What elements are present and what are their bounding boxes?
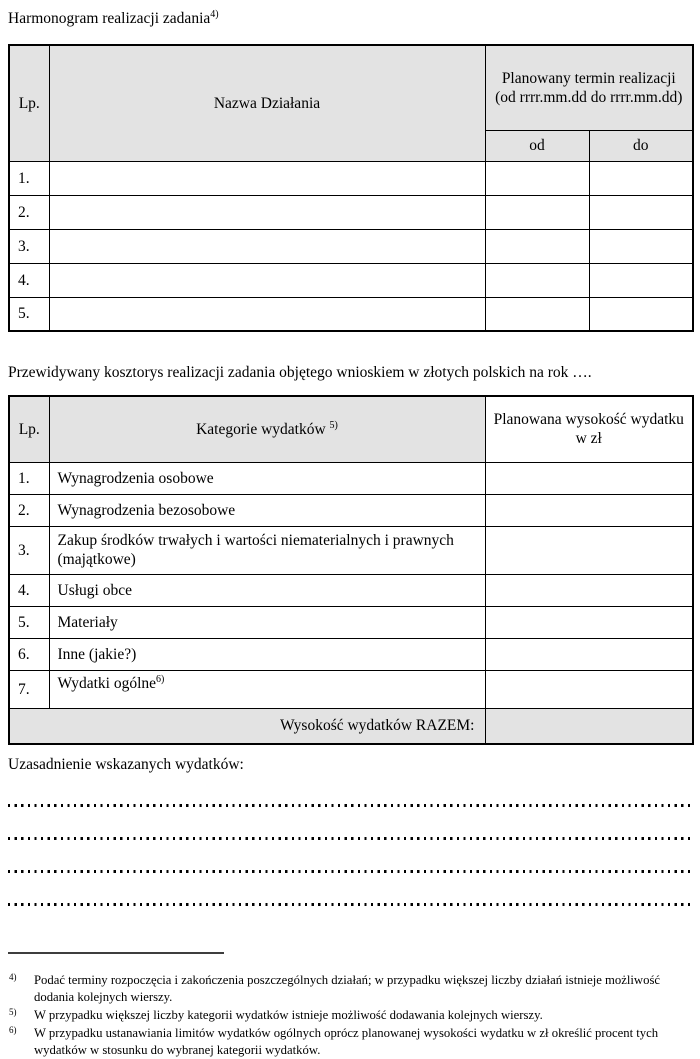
lp-header-cell: Lp.: [9, 45, 49, 161]
footnote-text: W przypadku większej liczby kategorii wydatków istnieje możliwość dodawania kolejnych wierszy.: [34, 1008, 543, 1022]
to-header-cell: do: [589, 130, 693, 161]
to-input-cell[interactable]: [589, 229, 693, 263]
amount-input-cell[interactable]: [485, 638, 693, 670]
from-input-cell[interactable]: [485, 297, 589, 331]
lp-cell: 2.: [9, 195, 49, 229]
name-input-cell[interactable]: [49, 195, 485, 229]
schedule-row: [9, 195, 693, 229]
budget-row: [9, 606, 693, 638]
lp-cell: 3.: [9, 229, 49, 263]
lp-cell: 4.: [9, 574, 49, 606]
amount-input-cell[interactable]: [485, 526, 693, 574]
justification-fill-line[interactable]: [8, 837, 692, 840]
budget-section-title: Przewidywany kosztorys realizacji zadania objętego wnioskiem w złotych polskich na rok ….: [8, 364, 592, 381]
lp-cell: 5.: [9, 606, 49, 638]
schedule-title-text: Harmonogram realizacji zadania: [8, 10, 211, 27]
category-header-text: Kategorie wydatków: [196, 420, 326, 438]
lp-cell: 6.: [9, 638, 49, 670]
footnote-marker: 5): [9, 1007, 17, 1017]
budget-row: [9, 494, 693, 526]
category-cell: Wynagrodzenia bezosobowe: [49, 494, 485, 526]
from-input-cell[interactable]: [485, 263, 589, 297]
budget-row: [9, 462, 693, 494]
lp-cell: 4.: [9, 263, 49, 297]
term-header-cell: Planowany termin realizacji (od rrrr.mm.dd do rrrr.mm.dd): [485, 45, 693, 130]
budget-row: [9, 574, 693, 606]
budget-table: [8, 395, 694, 745]
lp-header-cell: Lp.: [9, 396, 49, 462]
amount-input-cell[interactable]: [485, 494, 693, 526]
schedule-table: [8, 44, 694, 332]
footnote-item: [8, 1007, 692, 1024]
category-cell: Wynagrodzenia osobowe: [49, 462, 485, 494]
budget-row: [9, 638, 693, 670]
footnote-ref-5: 5): [329, 419, 338, 431]
from-header-cell: od: [485, 130, 589, 161]
justification-label: Uzasadnienie wskazanych wydatków:: [8, 756, 244, 773]
justification-fill-line[interactable]: [8, 804, 692, 807]
to-input-cell[interactable]: [589, 195, 693, 229]
from-input-cell[interactable]: [485, 195, 589, 229]
category-text: Wydatki ogólne: [57, 674, 157, 692]
name-input-cell[interactable]: [49, 263, 485, 297]
to-input-cell[interactable]: [589, 297, 693, 331]
name-input-cell[interactable]: [49, 161, 485, 195]
lp-cell: 7.: [9, 670, 49, 708]
total-amount-cell[interactable]: [485, 708, 693, 744]
lp-cell: 3.: [9, 526, 49, 574]
footnote-ref-6: 6): [156, 673, 165, 685]
budget-row: [9, 526, 693, 574]
budget-row: [9, 670, 693, 708]
category-cell: [49, 670, 485, 708]
category-header-cell: [49, 396, 485, 462]
name-input-cell[interactable]: [49, 297, 485, 331]
footnote-divider: [8, 952, 224, 954]
footnote-item: [8, 1025, 692, 1059]
category-cell: Usługi obce: [49, 574, 485, 606]
amount-input-cell[interactable]: [485, 670, 693, 708]
total-row: [9, 708, 693, 744]
from-input-cell[interactable]: [485, 229, 589, 263]
amount-input-cell[interactable]: [485, 574, 693, 606]
schedule-row: [9, 263, 693, 297]
name-header-cell: Nazwa Działania: [49, 45, 485, 161]
footnote-marker: 6): [9, 1025, 17, 1035]
schedule-section-title: [8, 10, 692, 28]
footnote-item: [8, 972, 692, 1006]
from-input-cell[interactable]: [485, 161, 589, 195]
lp-cell: 2.: [9, 494, 49, 526]
footnote-marker: 4): [9, 972, 17, 982]
footnote-ref-4: 4): [210, 8, 219, 20]
amount-input-cell[interactable]: [485, 606, 693, 638]
name-input-cell[interactable]: [49, 229, 485, 263]
total-label-cell: Wysokość wydatków RAZEM:: [9, 708, 485, 744]
schedule-row: [9, 229, 693, 263]
lp-cell: 1.: [9, 462, 49, 494]
category-cell: Zakup środków trwałych i wartości niematerialnych i prawnych (majątkowe): [49, 526, 485, 574]
justification-fill-line[interactable]: [8, 903, 692, 906]
justification-fill-line[interactable]: [8, 870, 692, 873]
category-cell: Inne (jakie?): [49, 638, 485, 670]
footnotes: [8, 972, 692, 1059]
amount-input-cell[interactable]: [485, 462, 693, 494]
category-cell: Materiały: [49, 606, 485, 638]
to-input-cell[interactable]: [589, 161, 693, 195]
lp-cell: 1.: [9, 161, 49, 195]
schedule-row: [9, 161, 693, 195]
lp-cell: 5.: [9, 297, 49, 331]
footnote-text: W przypadku ustanawiania limitów wydatków ogólnych oprócz planowanej wysokości wydatku w zł określić procent tych wydatków w stosunku do wybranej kategorii wydatków.: [34, 1026, 659, 1057]
schedule-row: [9, 297, 693, 331]
to-input-cell[interactable]: [589, 263, 693, 297]
amount-header-cell: Planowana wysokość wydatku w zł: [485, 396, 693, 462]
footnote-text: Podać terminy rozpoczęcia i zakończenia poszczególnych działań; w przypadku większej liczby działań istnieje możliwość dodania kolejnych wierszy.: [34, 973, 661, 1004]
